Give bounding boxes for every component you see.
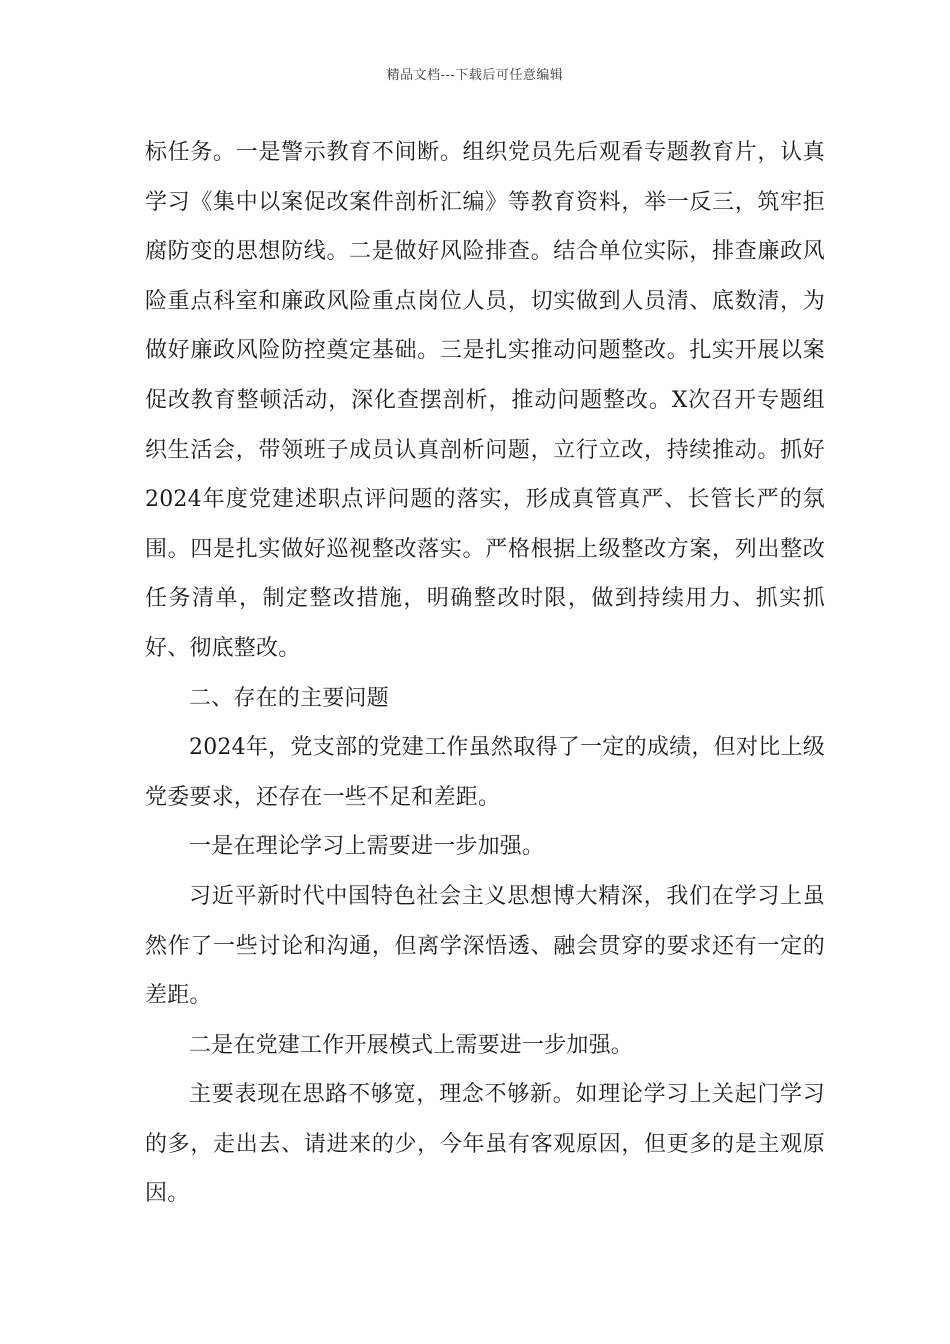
document-body — [145, 128, 825, 1219]
paragraph: 2024年，党支部的党建工作虽然取得了一定的成绩，但对比上级党委要求，还存在一些不足和差距。 — [145, 735, 825, 810]
page-header: 精品文档---下载后可任意编辑 — [386, 68, 564, 83]
paragraph: 主要表现在思路不够宽，理念不够新。如理论学习上关起门学习的多，走出去、请进来的少，今年虽有客观原因，但更多的是主观原因。 — [145, 1082, 825, 1207]
subheading: 二是在党建工作开展模式上需要进一步加强。 — [189, 1032, 634, 1058]
subheading: 一是在理论学习上需要进一步加强。 — [189, 834, 545, 860]
paragraph: 习近平新时代中国特色社会主义思想博大精深，我们在学习上虽然作了一些讨论和沟通，但离学深悟透、融会贯穿的要求还有一定的差距。 — [145, 883, 825, 1009]
section-heading: 二、存在的主要问题 — [189, 685, 389, 711]
paragraph-continuation: 标任务。一是警示教育不间断。组织党员先后观看专题教育片，认真学习《集中以案促改案件剖析汇编》等教育资料，举一反三，筑牢拒腐防变的思想防线。二是做好风险排查。结合单位实际，排查廉政风险重点科室和廉政风险重点岗位人员，切实做到人员清、底数清，为做好廉政风险防控奠定基础。三是扎实推动问题整改。扎实开展以案促改教育整顿活动，深化查摆剖析，推动问题整改。X次召开专题组织生活会，带领班子成员认真剖析问题，立行立改，持续推动。抓好2024年度党建述职点评问题的落实，形成真管真严、长管长严的氛围。四是扎实做好巡视整改落实。严格根据上级整改方案，列出整改任务清单，制定整改措施，明确整改时限，做到持续用力、抓实抓好、彻底整改。 — [145, 140, 825, 661]
